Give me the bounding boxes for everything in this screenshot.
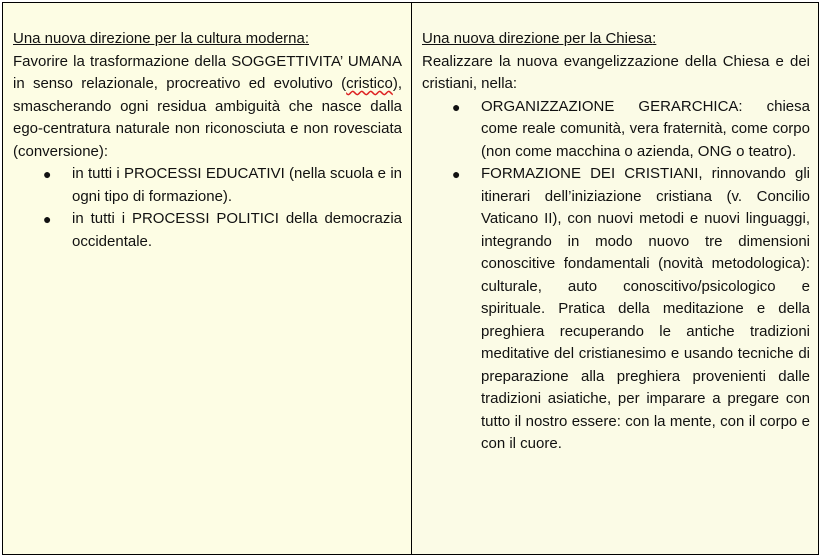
left-heading: Una nuova direzione per la cultura moderna: bbox=[13, 30, 310, 47]
list-item: ● FORMAZIONE DEI CRISTIANI, rinnovando gli itinerari dell’iniziazione cristiana (v. Concilio Vaticano II), con nuovi metodi e nuovi linguaggi, integrando in modo nuovo tre dimensioni conoscitive fondamentali (novità metodologica): culturale, auto conoscitivo/psicologico e spirituale. Pratica della meditazione e della preghiera recuperando le antiche tradizioni meditative del cristianesimo e usando tecniche di preparazione alla preghiera provenienti dalle tradizioni asiatiche, per imparare a pregare con tutto il nostro essere: con la mente, con il corpo e con il cuore. bbox=[452, 165, 810, 452]
right-column-chiesa bbox=[412, 3, 818, 554]
right-bullet-list bbox=[422, 96, 810, 456]
list-item: ● in tutti i PROCESSI EDUCATIVI (nella scuola e in ogni tipo di formazione). bbox=[43, 165, 402, 205]
right-heading: Una nuova direzione per la Chiesa: bbox=[422, 30, 657, 47]
spellcheck-flagged-word: cristico bbox=[346, 75, 393, 92]
bullet-icon: ● bbox=[452, 166, 461, 182]
bullet-icon: ● bbox=[43, 166, 52, 182]
left-intro: Favorire la trasformazione della SOGGETTIVITA’ UMANA in senso relazionale, procreativo ed evolutivo (cristico), smascherando ogni residua ambiguità che nasce dalla ego-centratura naturale non riconosciuta e non rovesciata (conversione): bbox=[13, 52, 402, 160]
list-item: ● in tutti i PROCESSI POLITICI della democrazia occidentale. bbox=[43, 210, 402, 250]
list-item: ● ORGANIZZAZIONE GERARCHICA: chiesa come reale comunità, vera fraternità, come corpo (non come macchina o azienda, ONG o teatro). bbox=[452, 97, 810, 160]
left-column-cultura bbox=[3, 3, 412, 554]
left-bullet-list bbox=[13, 163, 402, 253]
bullet-icon: ● bbox=[43, 211, 52, 227]
right-intro: Realizzare la nuova evangelizzazione della Chiesa e dei cristiani, nella: bbox=[422, 52, 810, 92]
two-column-table bbox=[2, 2, 819, 555]
bullet-icon: ● bbox=[452, 98, 461, 115]
